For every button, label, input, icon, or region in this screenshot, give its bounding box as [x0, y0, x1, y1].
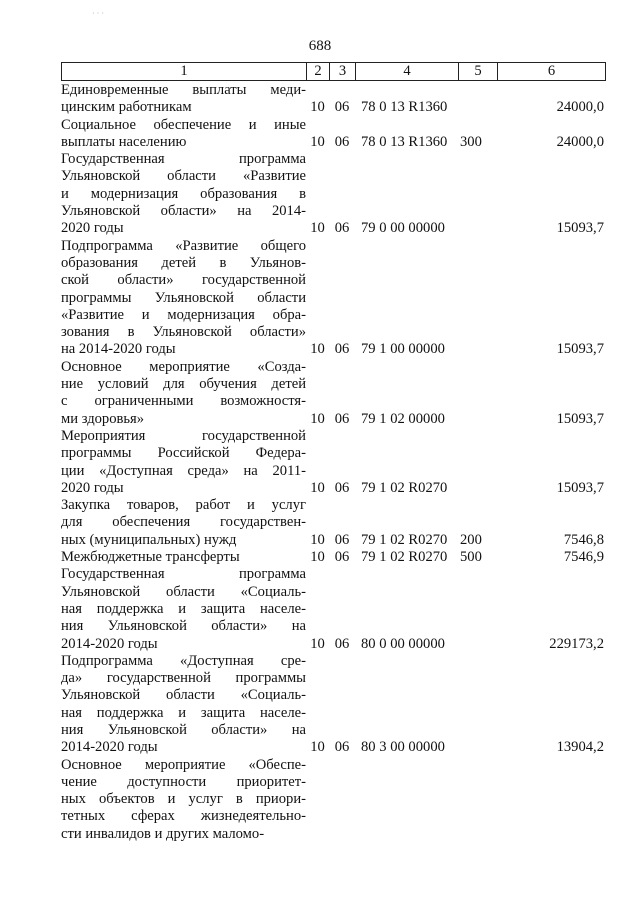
table-body — [61, 82, 606, 843]
subsection-code: 06 — [334, 341, 350, 358]
description-line: Государственная программа — [61, 151, 306, 168]
description-line: ния Ульяновской области» на — [61, 721, 306, 738]
header-col-6: 6 — [547, 63, 556, 79]
row-description — [61, 497, 306, 549]
description-line: ции «Доступная среда» на 2011- — [61, 462, 306, 479]
subsection-code: 06 — [334, 220, 350, 237]
table-row — [61, 757, 606, 843]
expense-type-code: 500 — [460, 549, 482, 566]
description-line: чение доступности приоритет- — [61, 773, 306, 790]
target-article-code: 79 1 02 R0270 — [361, 479, 448, 496]
row-description — [61, 82, 306, 117]
subsection-code: 06 — [334, 549, 350, 566]
section-code: 10 — [310, 635, 325, 652]
table-row — [61, 428, 606, 497]
target-article-code: 80 0 00 00000 — [361, 635, 445, 652]
scan-artifact: · · · — [92, 9, 104, 18]
row-description — [61, 549, 306, 566]
row-description — [61, 151, 306, 237]
description-line: выплаты населению — [61, 133, 187, 150]
amount: 15093,7 — [556, 410, 604, 427]
row-description — [61, 653, 306, 757]
description-line: Основное мероприятие «Созда- — [61, 358, 306, 375]
description-line: Ульяновской области» на 2014- — [61, 203, 306, 220]
target-article-code: 79 1 00 00000 — [361, 341, 445, 358]
description-line: ных (муниципальных) нужд — [61, 531, 237, 548]
expense-type-code: 300 — [460, 133, 482, 150]
description-line: Ульяновской области «Социаль- — [61, 687, 306, 704]
amount: 13904,2 — [556, 739, 604, 756]
amount: 15093,7 — [556, 479, 604, 496]
target-article-code: 79 1 02 R0270 — [361, 531, 448, 548]
table-row — [61, 566, 606, 652]
description-line: сти инвалидов и других маломо- — [61, 825, 265, 842]
table-row — [61, 359, 606, 428]
table-row — [61, 151, 606, 237]
description-line: ние условий для обучения детей — [61, 376, 306, 393]
table-header — [61, 62, 606, 81]
description-line: Подпрограмма «Доступная сре- — [61, 652, 306, 669]
section-code: 10 — [310, 341, 325, 358]
description-line: на 2014-2020 годы — [61, 341, 176, 358]
description-line: программы Российской Федера- — [61, 445, 306, 462]
header-col-3: 3 — [330, 63, 356, 80]
section-code: 10 — [310, 479, 325, 496]
table-row — [61, 497, 606, 549]
row-description — [61, 117, 306, 152]
description-line: Государственная программа — [61, 566, 306, 583]
section-code: 10 — [310, 531, 325, 548]
description-line: Ульяновской области «Социаль- — [61, 583, 306, 600]
row-description — [61, 359, 306, 428]
header-col-4: 4 — [356, 63, 459, 80]
target-article-code: 78 0 13 R1360 — [361, 133, 448, 150]
description-line: цинским работникам — [61, 99, 192, 116]
subsection-code: 06 — [334, 410, 350, 427]
section-code: 10 — [310, 549, 325, 566]
amount: 7546,8 — [563, 531, 604, 548]
description-line: Мероприятия государственной — [61, 427, 306, 444]
description-line: с ограниченными возможностя- — [61, 393, 306, 410]
amount: 15093,7 — [556, 220, 604, 237]
description-line: ная поддержка и защита населе- — [61, 600, 306, 617]
section-code: 10 — [310, 410, 325, 427]
description-line: ской области» государственной — [61, 272, 306, 289]
subsection-code: 06 — [334, 133, 350, 150]
target-article-code: 79 1 02 00000 — [361, 410, 445, 427]
target-article-code: 79 0 00 00000 — [361, 220, 445, 237]
row-description — [61, 757, 306, 843]
subsection-code: 06 — [334, 739, 350, 756]
table-row — [61, 82, 606, 117]
subsection-code: 06 — [334, 99, 350, 116]
header-col-2: 2 — [307, 63, 330, 80]
target-article-code: 80 3 00 00000 — [361, 739, 445, 756]
header-col-5: 5 — [459, 63, 498, 80]
description-line: Социальное обеспечение и иные — [61, 116, 306, 133]
page-number: 688 — [308, 38, 332, 54]
description-line: 2020 годы — [61, 479, 124, 496]
table-row — [61, 238, 606, 359]
subsection-code: 06 — [334, 635, 350, 652]
description-line: «Развитие и модернизация обра- — [61, 306, 306, 323]
description-line: 2014-2020 годы — [61, 635, 158, 652]
section-code: 10 — [310, 133, 325, 150]
description-line: ных объектов и услуг в приори- — [61, 791, 306, 808]
row-description — [61, 566, 306, 652]
table-row — [61, 653, 606, 757]
description-line: Основное мероприятие «Обеспе- — [61, 756, 306, 773]
table-row — [61, 117, 606, 152]
header-col-1: 1 — [62, 63, 307, 80]
section-code: 10 — [310, 739, 325, 756]
amount: 7546,9 — [563, 549, 604, 566]
target-article-code: 79 1 02 R0270 — [361, 549, 448, 566]
row-description — [61, 428, 306, 497]
table-row — [61, 549, 606, 566]
description-line: 2020 годы — [61, 220, 124, 237]
description-line: да» государственной программы — [61, 670, 306, 687]
section-code: 10 — [310, 220, 325, 237]
description-line: программы Ульяновской области — [61, 289, 306, 306]
description-line: образования детей в Ульянов- — [61, 254, 306, 271]
description-line: ми здоровья» — [61, 410, 145, 427]
description-line: тетных сферах жизнедеятельно- — [61, 808, 306, 825]
description-line: Межбюджетные трансферты — [61, 549, 240, 566]
section-code: 10 — [310, 99, 325, 116]
description-line: Закупка товаров, работ и услуг — [61, 497, 306, 514]
description-line: ная поддержка и защита населе- — [61, 704, 306, 721]
description-line: зования в Ульяновской области» — [61, 324, 306, 341]
subsection-code: 06 — [334, 479, 350, 496]
amount: 24000,0 — [556, 133, 604, 150]
description-line: 2014-2020 годы — [61, 739, 158, 756]
description-line: Подпрограмма «Развитие общего — [61, 237, 306, 254]
description-line: ния Ульяновской области» на — [61, 618, 306, 635]
description-line: для обеспечения государствен- — [61, 514, 306, 531]
amount: 24000,0 — [556, 99, 604, 116]
expense-type-code: 200 — [460, 531, 482, 548]
description-line: и модернизация образования в — [61, 185, 306, 202]
target-article-code: 78 0 13 R1360 — [361, 99, 448, 116]
subsection-code: 06 — [334, 531, 350, 548]
description-line: Ульяновской области «Развитие — [61, 168, 306, 185]
row-description — [61, 238, 306, 359]
amount: 229173,2 — [549, 635, 604, 652]
description-line: Единовременные выплаты меди- — [61, 82, 306, 98]
amount: 15093,7 — [556, 341, 604, 358]
